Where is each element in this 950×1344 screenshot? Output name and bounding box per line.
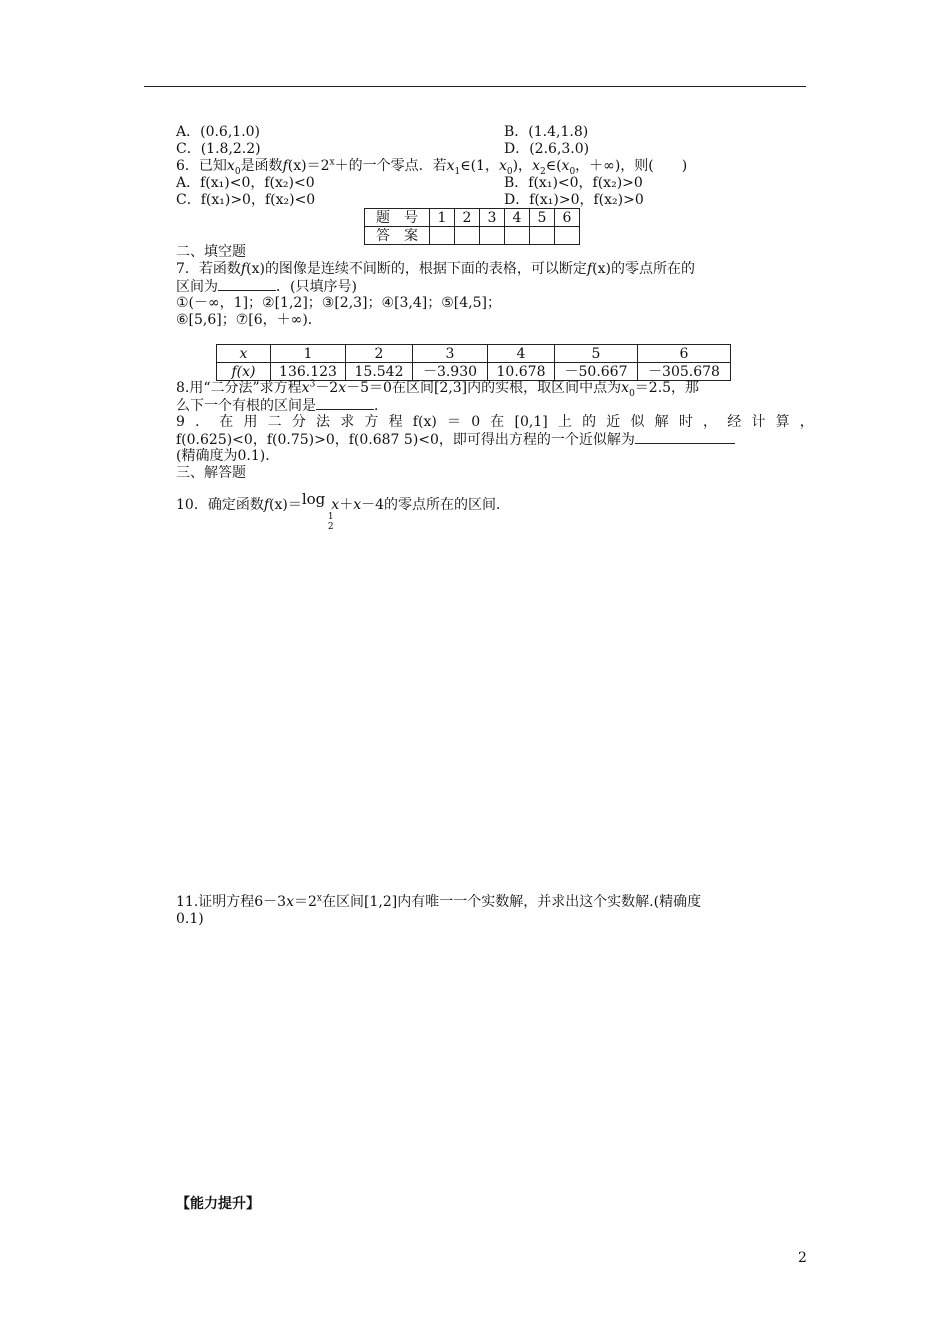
value-table-x: 3 (413, 345, 488, 363)
value-table-fx: 136.123 (271, 363, 346, 381)
answer-cell[interactable] (505, 227, 530, 245)
q7-answer-blank[interactable] (218, 278, 276, 291)
answer-table-row-number (365, 209, 580, 227)
answer-cell[interactable] (455, 227, 480, 245)
value-table-x: 1 (271, 345, 346, 363)
q10-question: 10．确定函数f(x)＝log 1 2 x＋x－4的零点所在的区间． (176, 490, 511, 532)
value-table-fx: －305.678 (638, 363, 731, 381)
value-table-row-fx (217, 363, 731, 381)
answer-table-num: 5 (530, 209, 555, 227)
q9-line1: 9 ． 在 用 二 分 法 求 方 程 f(x) ＝ 0 在 [0,1] 上 的 近 似 解 时 ， 经 计 算 ， (176, 414, 814, 430)
q9-line3: (精确度为0.1)． (176, 448, 280, 464)
q6-question: 6．已知$x_0$是函数$f(x)=2^x+$的一个零点．若$x_1\in(1$，$x_0$)，$x_2\in(x_0$，＋∞)，则( ) (176, 157, 688, 177)
ability-heading: 【能力提升】 (176, 1196, 260, 1212)
answer-table-num: 2 (455, 209, 480, 227)
answer-table-num: 3 (480, 209, 505, 227)
q5-option-c: C．(1.8,2.2) (176, 141, 261, 157)
log-expression: log 1 2 (301, 490, 334, 532)
value-table-x-label: x (217, 345, 271, 363)
q6-option-d: D．f(x₁)>0，f(x₂)>0 (504, 192, 644, 208)
answer-table-num: 4 (505, 209, 530, 227)
answer-cell[interactable] (530, 227, 555, 245)
value-table-x: 4 (488, 345, 555, 363)
answer-cell[interactable] (480, 227, 505, 245)
value-table (216, 344, 731, 381)
header-rule (144, 86, 806, 87)
q8-line2: 么下一个有根的区间是 ． (176, 398, 388, 414)
q9-answer-blank[interactable] (635, 431, 735, 444)
value-table-row-x (217, 345, 731, 363)
q8-line1: 8.用“二分法”求方程$x^3-2x-5=0$在区间[2,3]内的实根，取区间中点为$x_0=2.5$，那 (176, 379, 700, 399)
q7-line2: 区间为 ．(只填序号) (176, 279, 357, 295)
q5-option-b: B．(1.4,1.8) (504, 124, 589, 140)
q11-line1: 11.证明方程$6-3x=2^x$在区间[1,2]内有唯一一个实数解，并求出这个实数解.(精确度 (176, 893, 702, 910)
section-solve: 三、解答题 (176, 465, 246, 481)
q6-option-a: A．f(x₁)<0，f(x₂)<0 (176, 175, 315, 191)
answer-table-row-answer (365, 227, 580, 245)
value-table-fx: 10.678 (488, 363, 555, 381)
q6-option-b: B．f(x₁)<0，f(x₂)>0 (504, 175, 643, 191)
value-table-fx: －50.667 (555, 363, 638, 381)
answer-table-label-number: 题 号 (365, 209, 430, 227)
q7-line1: 7．若函数f(x)的图像是连续不间断的，根据下面的表格，可以断定f(x)的零点所在的 (176, 261, 695, 277)
q11-line2: 0.1) (176, 911, 204, 927)
answer-cell[interactable] (555, 227, 580, 245)
q7-line3: ①(－∞，1]；②[1,2]；③[2,3]；④[3,4]；⑤[4,5]； (176, 295, 502, 311)
value-table-x: 5 (555, 345, 638, 363)
value-table-fx: 15.542 (346, 363, 413, 381)
value-table-x: 2 (346, 345, 413, 363)
q7-line4: ⑥[5,6]；⑦[6，＋∞)． (176, 312, 322, 328)
q9-line2: f(0.625)<0，f(0.75)>0，f(0.687 5)<0，即可得出方程的一个近似解为 (176, 431, 735, 449)
page-number: 2 (798, 1250, 807, 1266)
answer-table-label-answer: 答 案 (365, 227, 430, 245)
section-fill-in: 二、填空题 (176, 244, 246, 260)
answer-table-num: 1 (430, 209, 455, 227)
q5-option-a: A．(0.6,1.0) (176, 124, 261, 140)
value-table-x: 6 (638, 345, 731, 363)
answer-table (364, 208, 580, 245)
q6-option-c: C．f(x₁)>0，f(x₂)<0 (176, 192, 316, 208)
value-table-fx: －3.930 (413, 363, 488, 381)
answer-cell[interactable] (430, 227, 455, 245)
value-table-fx-label: f(x) (217, 363, 271, 381)
q8-answer-blank[interactable] (316, 397, 374, 410)
answer-table-num: 6 (555, 209, 580, 227)
q5-option-d: D．(2.6,3.0) (504, 141, 590, 157)
